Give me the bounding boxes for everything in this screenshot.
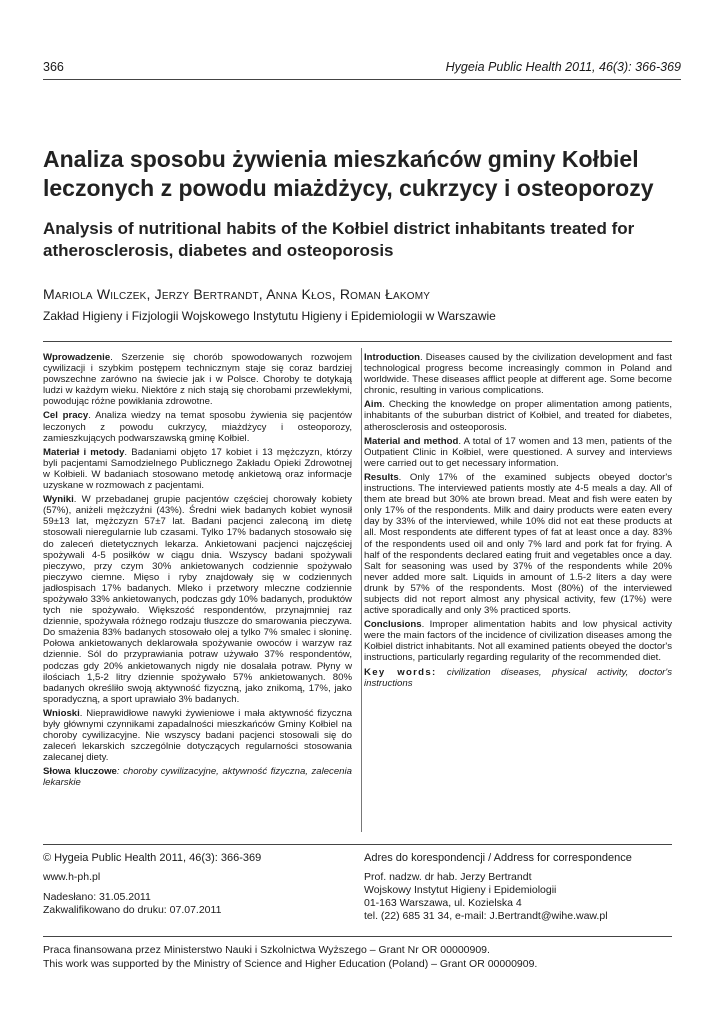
- abstract-en-methods: [364, 436, 672, 469]
- methods-label-pl: Materiał i metody: [43, 446, 125, 458]
- funding-rule: [43, 936, 672, 937]
- keywords-pl: [43, 766, 352, 788]
- title-polish: Analiza sposobu żywienia mieszkańców gminy Kołbiel leczonych z powodu miażdżycy, cukrzycy i osteoporozy: [43, 146, 654, 201]
- affiliation: Zakład Higieny i Fizjologii Wojskowego Instytutu Higieny i Epidemiologii w Warszawie: [43, 309, 496, 323]
- funding-english: This work was supported by the Ministry of Science and Higher Education (Poland) – Grant OR 00000909.: [43, 957, 538, 970]
- keywords-label-en: Key words:: [364, 666, 437, 678]
- conclusions-label-pl: Wnioski: [43, 707, 80, 719]
- abstract-pl-aim: [43, 410, 352, 443]
- copyright: © Hygeia Public Health 2011, 46(3): 366-369: [43, 852, 262, 864]
- abstract-en-results: [364, 472, 672, 616]
- correspondence-institute: Wojskowy Instytut Higieny i Epidemiologii: [364, 884, 557, 896]
- funding-polish: Praca finansowana przez Ministerstwo Nauki i Szkolnictwa Wyższego – Grant Nr OR 00000909.: [43, 944, 490, 956]
- correspondence-address: 01-163 Warszawa, ul. Kozielska 4: [364, 897, 522, 909]
- funding-note: [43, 944, 672, 971]
- aim-text-pl: . Analiza wiedzy na temat sposobu żywienia się pacjentów leczonych z powodu cukrzycy, miażdżycy i osteoporozy, zamieszkujących podwarszawską gminę Kołbiel.: [43, 410, 352, 444]
- results-text-en: . Only 17% of the examined subjects obeyed doctor's instructions. The interviewed patients mostly ate 4-5 meals a day. All of them ate bread but 30% ate brown bread. Meat and fish were eaten by only 17% of the respondents. Milk and dairy products were eaten every day by 33% of the interviewed, while 10% did not eat these products at all. Most respondents ate different types of fat at least once a day. 83% of the respondents used oil and only 7% lard and pork fat for frying. A half of the respondents declared eating fruit and vegetables once a day. Salt for seasoning was used by 37% of the respondents while 20% never added more salt. Liquids in amount of 1.5-2 liters a day were drunk by 57% of the respondents. Most (80%) of the interviewed subjects did not report almost any physical activity, few (17%) were active sporadically and only 3% practiced sports.: [364, 471, 672, 617]
- website-link[interactable]: www.h-ph.pl: [43, 871, 101, 883]
- intro-text-en: . Diseases caused by the civilization development and fast technological progress become increasingly common in Poland and worldwide. These diseases afflict people at different age. Some become chronic, resulting in various complications.: [364, 352, 672, 397]
- footer-top-rule: [43, 844, 672, 845]
- column-divider: [361, 348, 362, 832]
- results-label-pl: Wyniki: [43, 494, 74, 506]
- results-text-pl: . W przebadanej grupie pacjentów częściej chorowały kobiety (57%), aniżeli mężczyźni (43%). Średni wiek badanych kobiet wynosił 59±13 lat, mężczyzn 57±7 lat. Badani pacjenci zaleconą im dietę stosowali nieregularnie lub czasami. Tylko 17% badanych stosowało się do zaleceń dietetycznych lekarza. Ankietowani pacjenci najczęściej spożywali 4-5 posiłków w ciągu dnia. Wszyscy badani spożywali pieczywo, przy czym 30% ankietowanych codziennie spożywało pieczywo ciemne. Mięso i ryby znajdowały się w codziennych jadłospisach 17% badanych. Mleko i przetwory mleczne codziennie spożywało 33% ankietowanych, podczas gdy 10% badanych, produktów tych nie spożywało. Większość respondentów, przynajmniej raz dziennie, spożywała różnego rodzaju tłuszcze do smarowania pieczywa. Do smażenia 83% badanych stosowało olej a tylko 7% smalec i słoninę. Połowa ankietowanych deklarowała spożywanie owoców i warzyw raz dziennie. Sól do przyprawiania potraw używało 37% respondentów, podczas gdy 20% ankietowanych nigdy nie dosalała potraw. Płyny w ilościach 1,5-2 litry dziennie spożywało 57% ankietowanych. 80% badanych określiło swoją aktywność fizyczną, jako znikomą, 17%, jako sporadyczną, a sport uprawiało 3% badanych.: [43, 494, 352, 705]
- conclusions-label-en: Conclusions: [364, 619, 422, 631]
- intro-label-en: Introduction: [364, 352, 420, 363]
- conclusions-text-en: . Improper alimentation habits and low physical activity were the main factors of the incidence of civilization diseases among the Kołbiel district inhabitants. Not all examined patients obeyed the doctor's instructions, particularly regarding regularity of the recommended diet.: [364, 619, 672, 664]
- publication-info: [43, 852, 353, 917]
- abstract-pl-conclusions: [43, 708, 352, 763]
- page-number: 366: [43, 60, 64, 74]
- methods-label-en: Material and method: [364, 435, 459, 447]
- methods-text-en: . A total of 17 women and 13 men, patients of the Outpatient Clinic in Kołbiel, were questioned. A survey and interviews were carried out to get necessary information.: [364, 435, 672, 469]
- correspondence-name: Prof. nadzw. dr hab. Jerzy Bertrandt: [364, 871, 532, 883]
- keywords-label-pl: Słowa kluczowe: [43, 766, 117, 778]
- aim-label-pl: Cel pracy: [43, 410, 89, 422]
- abstract-polish: [43, 352, 352, 792]
- intro-label-pl: Wprowadzenie: [43, 352, 111, 363]
- abstract-pl-methods: [43, 447, 352, 491]
- keywords-text-en: civilization diseases, physical activity, doctor's instructions: [364, 666, 673, 689]
- aim-label-en: Aim: [364, 399, 383, 411]
- abstract-en-introduction: [364, 352, 672, 396]
- abstract-english: [364, 352, 672, 692]
- correspondence-contact: tel. (22) 685 31 34, e-mail: J.Bertrandt@wihe.waw.pl: [364, 910, 608, 922]
- correspondence-info: [364, 852, 672, 923]
- methods-text-pl: . Badaniami objęto 17 kobiet i 13 mężczyzn, którzy byli pacjentami Samodzielnego Publicznego Zakładu Opieki Zdrowotnej w Kołbieli. W badaniach stosowano metodę ankietową oraz informacje uzyskane w rozmowach z pacjentami.: [43, 446, 353, 492]
- date-received: Nadesłano: 31.05.2011: [43, 891, 151, 903]
- header-rule: [43, 79, 681, 80]
- journal-reference: Hygeia Public Health 2011, 46(3): 366-369: [445, 60, 681, 74]
- abstract-en-aim: [364, 399, 672, 432]
- title-english: Analysis of nutritional habits of the Kołbiel district inhabitants treated for atherosclerosis, diabetes and osteoporosis: [43, 219, 635, 260]
- correspondence-heading: Adres do korespondencji / Address for correspondence: [364, 852, 632, 864]
- abstract-pl-results: [43, 494, 352, 705]
- keywords-text-pl: : choroby cywilizacyjne, aktywność fizyczna, zalecenia lekarskie: [43, 766, 352, 789]
- authors: Mariola Wilczek, Jerzy Bertrandt, Anna Kłos, Roman Łakomy: [43, 286, 431, 302]
- keywords-en: [364, 667, 672, 689]
- abstract-top-rule: [43, 341, 672, 342]
- aim-text-en: . Checking the knowledge on proper alimentation among patients, inhabitants of the suburban district of Kołbiel, and treated for diabetes, atherosclerosis and osteoporosis.: [364, 399, 672, 433]
- results-label-en: Results: [364, 471, 399, 483]
- abstract-en-conclusions: [364, 619, 672, 663]
- date-accepted: Zakwalifikowano do druku: 07.07.2011: [43, 904, 222, 916]
- conclusions-text-pl: . Nieprawidłowe nawyki żywieniowe i mała aktywność fizyczna były głównymi czynnikami zapadalności mieszkańców Gminy Kołbiel na choroby cywilizacyjne. Nie wszyscy badani pacjenci stosowali się do zaleceń lekarskich szczególnie dotyczących regularności stosowania zalecanej diety.: [43, 707, 352, 764]
- intro-text-pl: . Szerzenie się chorób spowodowanych rozwojem cywilizacji i szybkim postępem technicznym staje się coraz bardziej powszechne zarówno na świecie jak i w Polsce. Choroby te dotykają ludzi w każdym wieku. Niektóre z nich stają się chorobami przewlekłymi, powodując różne powikłania zdrowotne.: [43, 352, 352, 408]
- abstract-pl-introduction: [43, 352, 352, 407]
